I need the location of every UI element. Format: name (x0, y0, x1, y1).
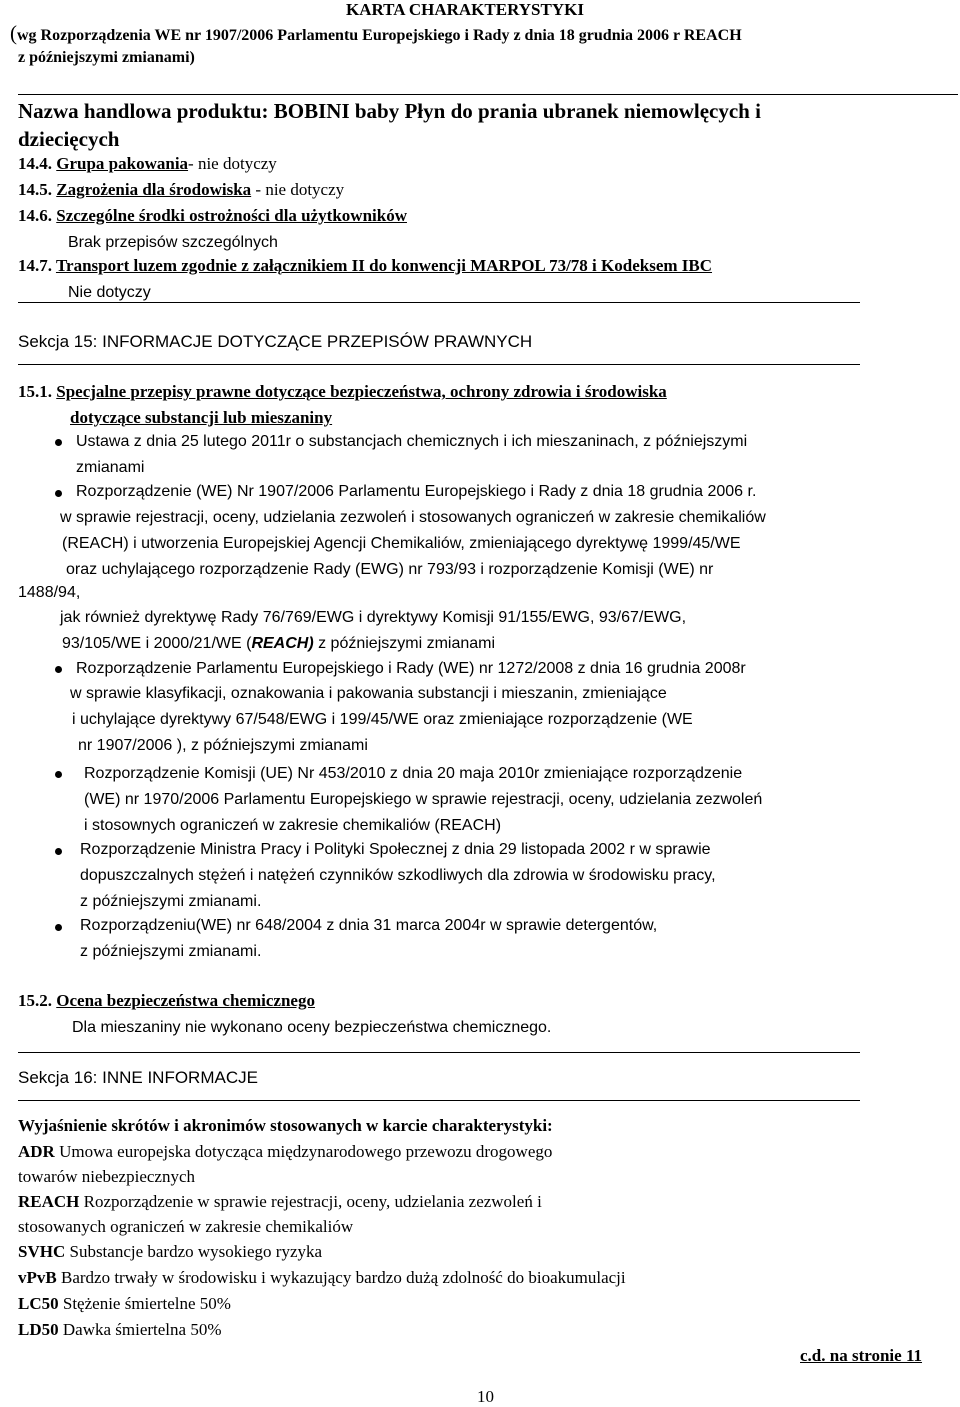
list-item: Rozporządzenie Parlamentu Europejskiego i Rady (WE) nr 1272/2008 z dnia 16 grudnia 2008r (76, 660, 746, 677)
section-14-4: 14.4. Grupa pakowania- nie dotyczy (18, 154, 277, 173)
list-item-cont: dopuszczalnych stężeń i natężeń czynników szkodliwych dla zdrowia w środowisku pracy, (80, 867, 716, 884)
abbr-adr-cont: towarów niebezpiecznych (18, 1167, 195, 1186)
section-15-1: 15.1. Specjalne przepisy prawne dotyczące bezpieczeństwa, ochrony zdrowia i środowiska (18, 382, 667, 401)
continued-note: c.d. na stronie 11 (800, 1346, 923, 1365)
list-item: Ustawa z dnia 25 lutego 2011r o substancjach chemicznych i ich mieszaninach, z późniejszymi (76, 433, 748, 450)
list-item: Rozporządzenie Komisji (UE) Nr 453/2010 z dnia 20 maja 2010r zmieniające rozporządzenie (84, 765, 743, 782)
list-item-cont: w sprawie klasyfikacji, oznakowania i pakowania substancji i mieszanin, zmieniające (70, 685, 667, 702)
abbreviations-heading: Wyjaśnienie skrótów i akronimów stosowanych w karcie charakterystyki: (18, 1116, 553, 1135)
section-14-6: 14.6. Szczególne środki ostrożności dla użytkowników (18, 206, 407, 225)
section-15-2: 15.2. Ocena bezpieczeństwa chemicznego (18, 991, 315, 1010)
abbr-ld50: LD50 Dawka śmiertelna 50% (18, 1320, 222, 1339)
section-14-7: 14.7. Transport luzem zgodnie z załącznikiem II do konwencji MARPOL 73/78 i Kodeksem IBC (18, 256, 713, 275)
section-14-6-text: Brak przepisów szczególnych (68, 234, 278, 251)
list-item: Rozporządzeniu(WE) nr 648/2004 z dnia 31 marca 2004r w sprawie detergentów, (80, 917, 658, 934)
doc-title: KARTA CHARAKTERYSTYKI (346, 0, 584, 19)
section-15-2-text: Dla mieszaniny nie wykonano oceny bezpieczeństwa chemicznego. (72, 1019, 552, 1036)
regulation-line-1: (wg Rozporządzenia WE nr 1907/2006 Parlamentu Europejskiego i Rady z dnia 18 grudnia 2006 r REACH (10, 21, 742, 45)
bullet-icon (55, 771, 62, 778)
header-divider (18, 94, 958, 95)
divider (18, 1100, 860, 1101)
list-item-cont: 93/105/WE i 2000/21/WE (REACH) z późniejszymi zmianami (62, 635, 496, 652)
list-item: Rozporządzenie (WE) Nr 1907/2006 Parlamentu Europejskiego i Rady z dnia 18 grudnia 2006 r. (76, 483, 757, 500)
list-item: Rozporządzenie Ministra Pracy i Polityki Społecznej z dnia 29 listopada 2002 r w sprawie (80, 841, 711, 858)
section-14-7-text: Nie dotyczy (68, 284, 151, 301)
divider (18, 1052, 860, 1053)
bullet-icon (55, 924, 62, 931)
product-name-line-2: dziecięcych (18, 127, 120, 151)
list-item-cont: oraz uchylającego rozporządzenie Rady (EWG) nr 793/93 i rozporządzenie Komisji (WE) nr (66, 561, 714, 578)
list-item-cont: 1488/94, (18, 584, 81, 601)
abbr-lc50: LC50 Stężenie śmiertelne 50% (18, 1294, 231, 1313)
section-15-heading: Sekcja 15: INFORMACJE DOTYCZĄCE PRZEPISÓW PRAWNYCH (18, 332, 533, 351)
list-item-cont: z późniejszymi zmianami. (80, 893, 262, 910)
divider (18, 302, 860, 303)
bullet-icon (55, 666, 62, 673)
section-16-heading: Sekcja 16: INNE INFORMACJE (18, 1068, 258, 1087)
list-item-cont: i stosownych ograniczeń w zakresie chemikaliów (REACH) (84, 817, 502, 834)
bullet-icon (55, 848, 62, 855)
list-item-cont: zmianami (76, 459, 145, 476)
list-item-cont: w sprawie rejestracji, oceny, udzielania zezwoleń i stosowanych ograniczeń w zakresie chemikaliów (60, 509, 766, 526)
page-number: 10 (477, 1387, 494, 1406)
bullet-icon (55, 490, 62, 497)
list-item-cont: nr 1907/2006 ), z późniejszymi zmianami (78, 737, 368, 754)
section-14-5: 14.5. Zagrożenia dla środowiska - nie dotyczy (18, 180, 345, 199)
divider (18, 364, 860, 365)
list-item-cont: z późniejszymi zmianami. (80, 943, 262, 960)
product-name-line-1: Nazwa handlowa produktu: BOBINI baby Płyn do prania ubranek niemowlęcych i (18, 99, 761, 123)
list-item-cont: (WE) nr 1970/2006 Parlamentu Europejskiego w sprawie rejestracji, oceny, udzielania zezwoleń (84, 791, 763, 808)
abbr-svhc: SVHC Substancje bardzo wysokiego ryzyka (18, 1242, 323, 1261)
abbr-reach-cont: stosowanych ograniczeń w zakresie chemikaliów (18, 1217, 354, 1236)
abbr-vpvb: vPvB Bardzo trwały w środowisku i wykazujący bardzo dużą zdolność do bioakumulacji (18, 1268, 626, 1287)
list-item-cont: (REACH) i utworzenia Europejskiej Agencji Chemikaliów, zmieniającego dyrektywę 1999/45/WE (62, 535, 741, 552)
section-15-1-title-cont: dotyczące substancji lub mieszaniny (70, 408, 333, 427)
abbr-reach: REACH Rozporządzenie w sprawie rejestracji, oceny, udzielania zezwoleń i (18, 1192, 542, 1211)
list-item-cont: i uchylające dyrektywy 67/548/EWG i 199/45/WE oraz zmieniające rozporządzenie (WE (72, 711, 693, 728)
list-item-cont: jak również dyrektywę Rady 76/769/EWG i dyrektywy Komisji 91/155/EWG, 93/67/EWG, (60, 609, 687, 626)
bullet-icon (55, 439, 62, 446)
regulation-line-2: z późniejszymi zmianami) (18, 49, 195, 66)
abbr-adr: ADR Umowa europejska dotycząca międzynarodowego przewozu drogowego (18, 1142, 553, 1161)
